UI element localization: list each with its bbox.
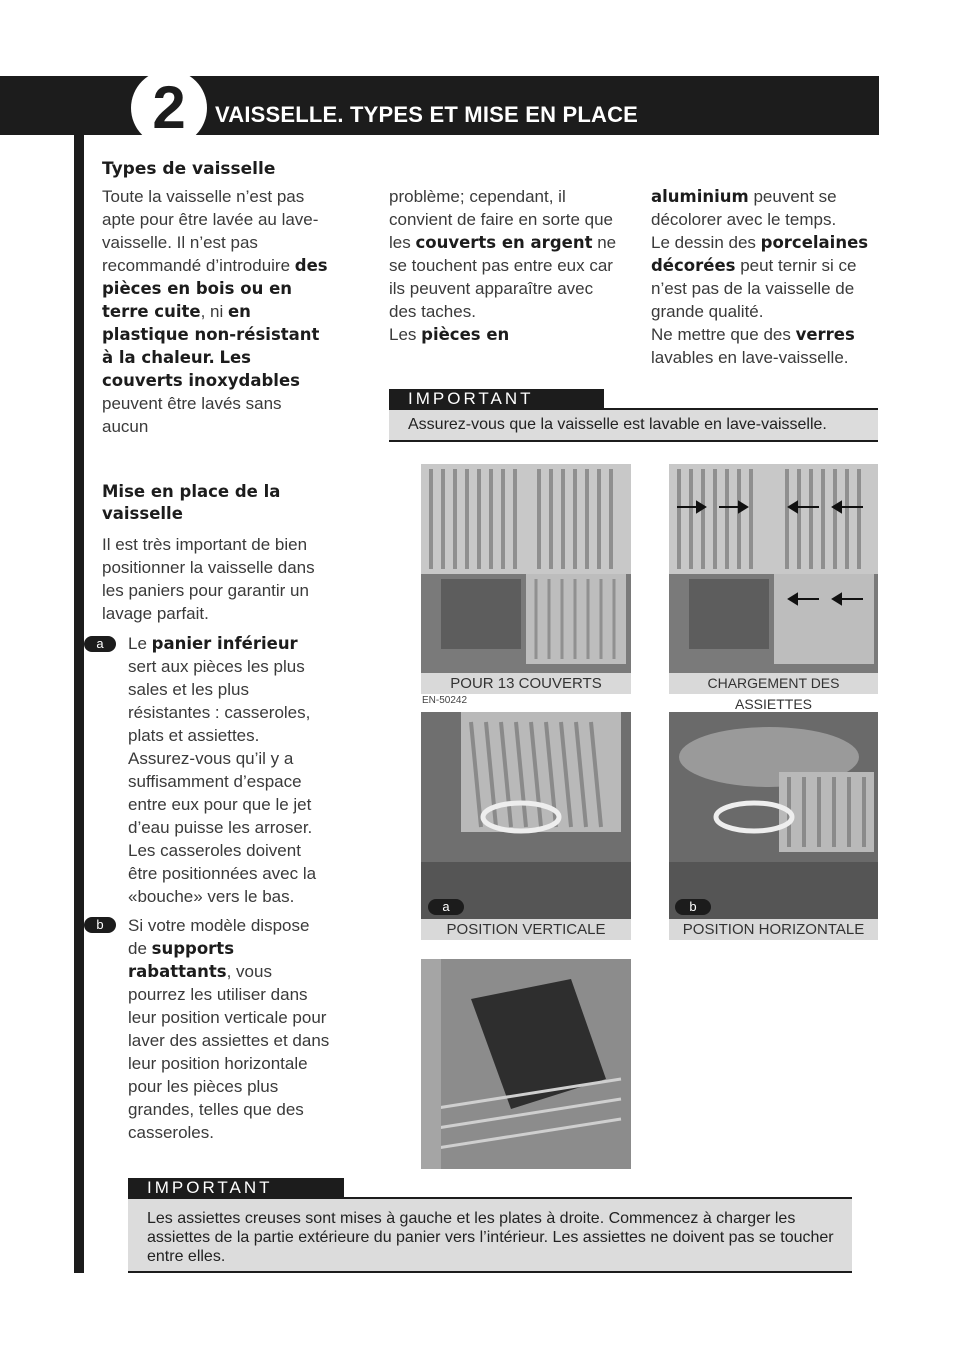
bold-run: des pièces en bois ou en terre cuite [102, 256, 328, 321]
photo-vertical-position [421, 712, 631, 919]
text-run: Le [128, 634, 152, 653]
text-run: problème; cependant, il convient de faire en sorte que les [389, 187, 613, 252]
text-run: peuvent être lavés sans aucun [102, 394, 282, 436]
bold-run: Les couverts inoxydables [102, 348, 300, 390]
text-run: sert aux pièces les plus sales et les plus résistantes : casseroles, plats et assiettes. Assurez-vous qu’il y a suffisamment d’espace entre eux pour que le jet d’eau puisse les arroser. Les casseroles doivent être positionnées avec la «bouche» vers le bas. [128, 657, 317, 906]
text-run: ne se touchent pas entre eux car ils peuvent apparaître avec des taches. [389, 233, 617, 321]
important-label: IMPORTANT [389, 389, 604, 410]
item-b-text [128, 914, 330, 1144]
important-note: Assurez-vous que la vaisselle est lavable en lave-vaisselle. [389, 408, 878, 442]
marker-a: a [84, 636, 116, 652]
types-heading: Types de vaisselle [102, 159, 276, 179]
bold-run: porcelaines décorées [651, 233, 869, 275]
photo-badge-b: b [675, 899, 711, 915]
text-run: lavables en lave-vaisselle. [651, 348, 849, 367]
important-note: Les assiettes creuses sont mises à gauche et les plates à droite. Commencez à charger les assiettes de la partie extérieure du panier vers l’intérieur. Les assiettes ne doivent pas se toucher entre elles. [128, 1197, 852, 1273]
marker-b: b [84, 917, 116, 933]
text-run: , ni [200, 302, 228, 321]
text-run: Les [389, 325, 422, 344]
page-title: VAISSELLE. TYPES ET MISE EN PLACE [215, 102, 639, 127]
photo-caption: CHARGEMENT DES ASSIETTES [669, 673, 878, 694]
placement-heading: Mise en place de la vaisselle [102, 482, 281, 523]
text-run: Toute la vaisselle n’est pas apte pour être lavée au lave-vaisselle. Il n’est pas recommandé d’introduire [102, 187, 319, 275]
text-run: Si votre modèle dispose de [128, 916, 310, 958]
text-run: Le dessin des [651, 233, 761, 252]
bold-run: en plastique non-résistant à la chaleur. [102, 302, 320, 367]
text-run: peuvent se décolorer avec le temps. [651, 187, 837, 229]
photo-folding-supports [421, 959, 631, 1169]
types-text-col3 [651, 185, 886, 369]
bold-run: pièces en [421, 325, 510, 344]
photo-caption: POSITION HORIZONTALE [669, 919, 878, 940]
text-run: peut ternir si ce n’est pas de la vaisselle de grande qualité. [651, 256, 857, 321]
photo-plate-loading [669, 464, 878, 673]
side-rule [74, 135, 84, 1273]
standard-reference: EN-50242 [422, 695, 468, 706]
bold-run: couverts en argent [415, 233, 593, 252]
photo-13-place-settings [421, 464, 631, 673]
placement-intro: Il est très important de bien positionner la vaisselle dans les paniers pour garantir un lavage parfait. [102, 535, 315, 623]
photo-caption: POSITION VERTICALE [421, 919, 631, 940]
bold-run: aluminium [651, 187, 749, 206]
text-run: , vous pourrez les utiliser dans leur position verticale pour laver des assiettes et dans leur position horizontale pour les pièces plus grandes, telles que des casseroles. [128, 962, 330, 1142]
photo-badge-a: a [428, 899, 464, 915]
item-a-text [128, 632, 330, 908]
types-text-col2 [389, 185, 619, 346]
bold-run: supports rabattants [128, 939, 235, 981]
photo-horizontal-position [669, 712, 878, 919]
chapter-number: 2 [131, 70, 207, 146]
text-run: Ne mettre que des [651, 325, 796, 344]
types-text-col1 [102, 185, 330, 438]
photo-caption: POUR 13 COUVERTS [421, 673, 631, 694]
bold-run: verres [795, 325, 855, 344]
bold-run: panier inférieur [151, 634, 298, 653]
important-label: IMPORTANT [128, 1178, 344, 1199]
